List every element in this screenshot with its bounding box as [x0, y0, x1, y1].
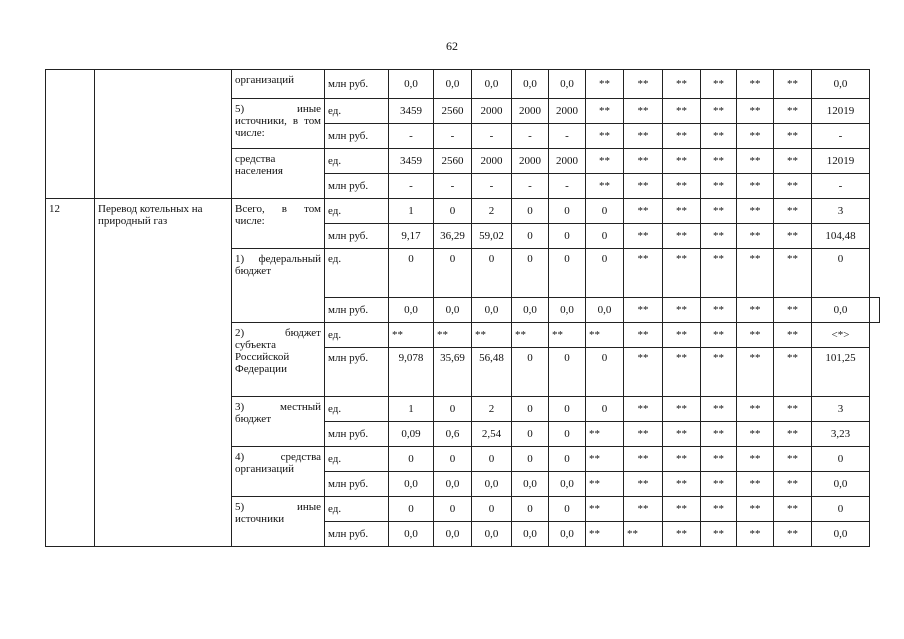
value-cell: ** [774, 447, 812, 472]
value-cell: ** [663, 124, 701, 149]
value-cell: - [434, 124, 472, 149]
value-cell: - [434, 174, 472, 199]
value-cell: 1 [389, 199, 434, 224]
value-cell: 2000 [472, 99, 512, 124]
value-cell: 0 [512, 422, 549, 447]
value-cell: 0,6 [434, 422, 472, 447]
value-cell: ** [701, 149, 737, 174]
value-cell: ** [586, 323, 624, 348]
value-cell: ** [586, 70, 624, 99]
value-cell: ** [737, 298, 774, 323]
value-cell: 0 [549, 249, 586, 298]
value-cell: 0,0 [812, 298, 870, 323]
value-cell: ** [624, 149, 663, 174]
value-cell: ** [624, 323, 663, 348]
table-row [46, 199, 880, 224]
total-cell: 104,48 [812, 224, 870, 249]
value-cell: ** [663, 323, 701, 348]
value-cell: 0 [434, 249, 472, 298]
value-cell: ** [701, 348, 737, 397]
value-cell: ** [774, 497, 812, 522]
value-cell: ** [472, 323, 512, 348]
value-cell: ** [701, 497, 737, 522]
value-cell: ** [663, 99, 701, 124]
value-cell: 2,54 [472, 422, 512, 447]
source-cell: 3) местный бюджет [232, 397, 325, 447]
value-cell: 0 [389, 249, 434, 298]
value-cell: 2000 [472, 149, 512, 174]
value-cell: 0 [389, 447, 434, 472]
value-cell: ** [701, 174, 737, 199]
unit-cell: млн руб. [325, 522, 389, 547]
value-cell: 56,48 [472, 348, 512, 397]
value-cell: - [389, 124, 434, 149]
value-cell: 0,0 [389, 70, 434, 99]
value-cell: 0 [434, 447, 472, 472]
source-cell: Всего, в том числе: [232, 199, 325, 249]
value-cell: ** [774, 348, 812, 397]
value-cell: 0 [434, 199, 472, 224]
value-cell: - [389, 174, 434, 199]
value-cell: 9,17 [389, 224, 434, 249]
value-cell: 0 [472, 497, 512, 522]
value-cell: ** [586, 472, 624, 497]
value-cell: ** [663, 348, 701, 397]
total-cell: 12019 [812, 99, 870, 124]
value-cell: ** [586, 149, 624, 174]
unit-cell: ед. [325, 149, 389, 174]
value-cell: 2 [472, 397, 512, 422]
source-cell: 5) иные источники [232, 497, 325, 547]
value-cell: ** [737, 397, 774, 422]
value-cell: 2000 [512, 99, 549, 124]
value-cell: ** [737, 199, 774, 224]
value-cell: ** [737, 497, 774, 522]
value-cell: 1 [389, 397, 434, 422]
value-cell: 0 [472, 447, 512, 472]
value-cell: 0 [434, 397, 472, 422]
value-cell: ** [774, 149, 812, 174]
value-cell: ** [774, 422, 812, 447]
value-cell: ** [701, 124, 737, 149]
value-cell: 0 [512, 397, 549, 422]
value-cell: ** [663, 224, 701, 249]
total-cell: 0,0 [812, 522, 870, 547]
table-row [46, 70, 880, 99]
value-cell: ** [434, 323, 472, 348]
value-cell: - [549, 174, 586, 199]
value-cell: 0 [586, 397, 624, 422]
value-cell: 0 [586, 348, 624, 397]
value-cell: 0,0 [389, 522, 434, 547]
value-cell: 35,69 [434, 348, 472, 397]
total-cell: 0,0 [812, 472, 870, 497]
value-cell: ** [389, 323, 434, 348]
value-cell: ** [624, 397, 663, 422]
value-cell: ** [663, 298, 701, 323]
value-cell: 2 [472, 199, 512, 224]
value-cell: ** [586, 422, 624, 447]
source-cell: 4) средства организаций [232, 447, 325, 497]
value-cell: ** [737, 522, 774, 547]
value-cell: 0,0 [549, 472, 586, 497]
value-cell: 36,29 [434, 224, 472, 249]
value-cell: 9,078 [389, 348, 434, 397]
value-cell: ** [663, 70, 701, 99]
value-cell: 0,0 [389, 472, 434, 497]
value-cell: ** [737, 99, 774, 124]
value-cell: 0,0 [472, 522, 512, 547]
value-cell: ** [701, 472, 737, 497]
value-cell: 0,0 [434, 70, 472, 99]
value-cell: ** [549, 323, 586, 348]
value-cell: ** [586, 124, 624, 149]
total-cell: 3 [812, 397, 870, 422]
value-cell: ** [737, 422, 774, 447]
value-cell: ** [701, 99, 737, 124]
value-cell: 0,0 [512, 298, 549, 323]
value-cell: ** [624, 199, 663, 224]
value-cell: ** [624, 224, 663, 249]
item-number-cell: 12 [46, 199, 95, 547]
total-cell: 3 [812, 199, 870, 224]
value-cell: 0,0 [472, 472, 512, 497]
value-cell: 0,0 [389, 298, 434, 323]
source-cell: средства населения [232, 149, 325, 199]
value-cell: ** [624, 298, 663, 323]
value-cell: ** [624, 497, 663, 522]
value-cell: ** [774, 124, 812, 149]
value-cell: 0,0 [434, 298, 472, 323]
item-number-cell [46, 70, 95, 199]
value-cell: ** [737, 124, 774, 149]
value-cell: ** [774, 397, 812, 422]
value-cell: 0 [549, 397, 586, 422]
value-cell: ** [701, 70, 737, 99]
value-cell: 0,0 [586, 298, 624, 323]
value-cell: ** [663, 447, 701, 472]
value-cell: 0 [586, 224, 624, 249]
value-cell: - [549, 124, 586, 149]
value-cell: ** [663, 497, 701, 522]
value-cell: 0 [472, 249, 512, 298]
value-cell: ** [663, 249, 701, 298]
value-cell: ** [624, 472, 663, 497]
value-cell: 0 [512, 447, 549, 472]
unit-cell: ед. [325, 497, 389, 522]
unit-cell: млн руб. [325, 422, 389, 447]
value-cell: 0 [549, 224, 586, 249]
source-cell: 2) бюджет субъекта Российской Федерации [232, 323, 325, 397]
value-cell: 2000 [549, 149, 586, 174]
value-cell: 0,0 [472, 70, 512, 99]
value-cell: ** [774, 174, 812, 199]
value-cell: 0,0 [549, 522, 586, 547]
value-cell: ** [701, 447, 737, 472]
value-cell: ** [624, 348, 663, 397]
unit-cell: ед. [325, 323, 389, 348]
value-cell: ** [774, 70, 812, 99]
value-cell: ** [586, 522, 624, 547]
value-cell: 0 [512, 348, 549, 397]
value-cell: ** [624, 70, 663, 99]
unit-cell: ед. [325, 249, 389, 298]
data-table [45, 69, 880, 547]
value-cell: ** [624, 522, 663, 547]
value-cell: ** [512, 323, 549, 348]
value-cell: ** [701, 522, 737, 547]
value-cell: 2000 [512, 149, 549, 174]
value-cell: 0 [549, 422, 586, 447]
value-cell: 0,0 [434, 472, 472, 497]
total-cell: 101,25 [812, 348, 870, 397]
value-cell: ** [774, 298, 812, 323]
value-cell: - [512, 174, 549, 199]
value-cell: 59,02 [472, 224, 512, 249]
value-cell: ** [663, 472, 701, 497]
total-cell [870, 298, 880, 323]
value-cell: 2560 [434, 99, 472, 124]
unit-cell: ед. [325, 397, 389, 422]
value-cell: 0,0 [472, 298, 512, 323]
value-cell: - [472, 124, 512, 149]
value-cell: 0,0 [549, 70, 586, 99]
value-cell: ** [737, 323, 774, 348]
value-cell: 0,0 [512, 70, 549, 99]
table-body [46, 70, 880, 547]
value-cell: 0 [549, 497, 586, 522]
value-cell: 0 [389, 497, 434, 522]
value-cell: 0 [586, 249, 624, 298]
item-name-cell [95, 70, 232, 199]
value-cell: ** [701, 323, 737, 348]
value-cell: 0,0 [434, 522, 472, 547]
value-cell: ** [737, 224, 774, 249]
total-cell: 0 [812, 497, 870, 522]
value-cell: ** [701, 224, 737, 249]
value-cell: 0 [512, 224, 549, 249]
value-cell: ** [586, 99, 624, 124]
value-cell: ** [624, 174, 663, 199]
value-cell: 0 [512, 249, 549, 298]
value-cell: 0,0 [512, 472, 549, 497]
page-number: 62 [446, 39, 458, 53]
total-cell: 0 [812, 447, 870, 472]
value-cell: ** [663, 522, 701, 547]
value-cell: ** [701, 199, 737, 224]
value-cell: 3459 [389, 99, 434, 124]
value-cell: ** [737, 447, 774, 472]
value-cell: 3459 [389, 149, 434, 174]
value-cell: ** [737, 149, 774, 174]
value-cell: 2560 [434, 149, 472, 174]
value-cell: ** [701, 422, 737, 447]
value-cell: 0 [549, 447, 586, 472]
unit-cell: млн руб. [325, 124, 389, 149]
value-cell: ** [774, 249, 812, 298]
value-cell: 0,0 [549, 298, 586, 323]
value-cell: ** [624, 99, 663, 124]
value-cell: ** [663, 149, 701, 174]
unit-cell: млн руб. [325, 298, 389, 323]
value-cell: ** [774, 224, 812, 249]
unit-cell: ед. [325, 99, 389, 124]
value-cell: 2000 [549, 99, 586, 124]
total-cell: 12019 [812, 149, 870, 174]
value-cell: ** [737, 348, 774, 397]
source-cell: 1) федеральный бюджет [232, 249, 325, 323]
value-cell: ** [624, 249, 663, 298]
value-cell: - [472, 174, 512, 199]
unit-cell: млн руб. [325, 472, 389, 497]
total-cell: 0 [812, 249, 870, 298]
total-cell: <*> [812, 323, 870, 348]
value-cell: ** [586, 447, 624, 472]
unit-cell: ед. [325, 199, 389, 224]
value-cell: ** [624, 447, 663, 472]
value-cell: 0 [549, 348, 586, 397]
source-cell: организаций [232, 70, 325, 99]
value-cell: ** [737, 70, 774, 99]
total-cell: 0,0 [812, 70, 870, 99]
value-cell: - [512, 124, 549, 149]
value-cell: ** [624, 422, 663, 447]
value-cell: ** [701, 249, 737, 298]
value-cell: ** [774, 472, 812, 497]
value-cell: 0 [549, 199, 586, 224]
unit-cell: млн руб. [325, 348, 389, 397]
total-cell: 3,23 [812, 422, 870, 447]
unit-cell: млн руб. [325, 70, 389, 99]
item-name-cell: Перевод котельных на природный газ [95, 199, 232, 547]
value-cell: ** [774, 199, 812, 224]
unit-cell: млн руб. [325, 174, 389, 199]
value-cell: ** [774, 323, 812, 348]
total-cell: - [812, 124, 870, 149]
value-cell: 0 [512, 199, 549, 224]
value-cell: 0 [434, 497, 472, 522]
value-cell: 0,09 [389, 422, 434, 447]
value-cell: ** [737, 174, 774, 199]
value-cell: ** [663, 174, 701, 199]
value-cell: 0,0 [512, 522, 549, 547]
value-cell: ** [586, 174, 624, 199]
unit-cell: млн руб. [325, 224, 389, 249]
value-cell: ** [774, 522, 812, 547]
value-cell: ** [663, 199, 701, 224]
total-cell: - [812, 174, 870, 199]
source-cell: 5) иные источники, в том числе: [232, 99, 325, 149]
value-cell: ** [737, 472, 774, 497]
value-cell: ** [586, 497, 624, 522]
value-cell: ** [663, 397, 701, 422]
value-cell: 0 [512, 497, 549, 522]
value-cell: ** [701, 397, 737, 422]
value-cell: ** [701, 298, 737, 323]
value-cell: ** [663, 422, 701, 447]
value-cell: ** [737, 249, 774, 298]
unit-cell: ед. [325, 447, 389, 472]
value-cell: 0 [586, 199, 624, 224]
value-cell: ** [624, 124, 663, 149]
value-cell: ** [774, 99, 812, 124]
